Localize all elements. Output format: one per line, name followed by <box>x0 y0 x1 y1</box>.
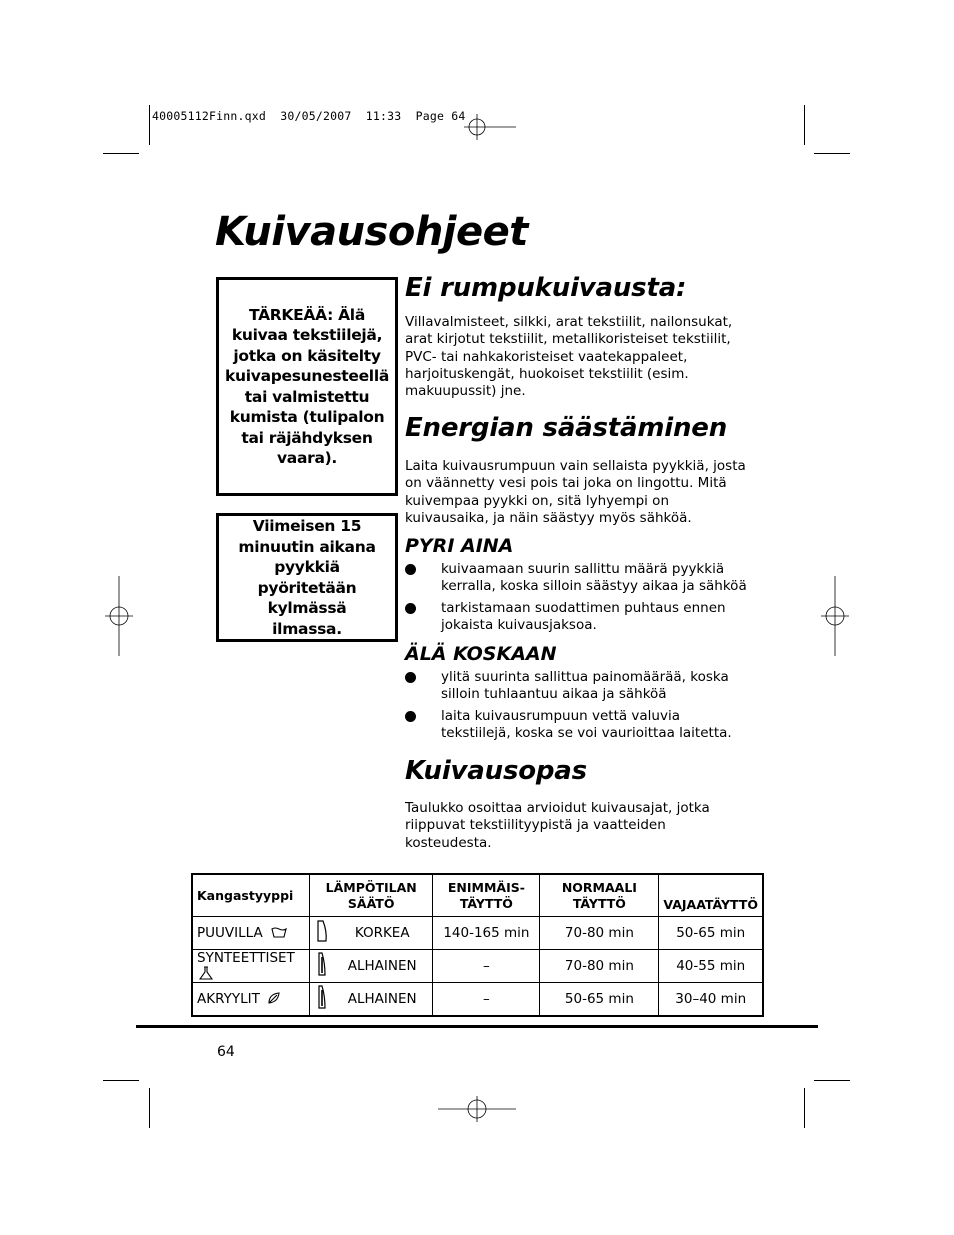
text-line: laita kuivausrumpuun vettä valuvia <box>441 708 681 724</box>
info-box <box>216 513 398 642</box>
crop-mark <box>103 153 139 154</box>
text-line: riippuvat tekstiilityypistä ja vaatteiden <box>405 817 666 834</box>
registration-mark-icon <box>464 114 516 140</box>
temp-cell: ALHAINEN <box>332 983 433 1017</box>
info-line: minuutin aikana <box>238 537 376 556</box>
crop-mark <box>149 105 150 145</box>
normal-cell: 70-80 min <box>540 950 659 983</box>
warning-line: jotka on käsitelty <box>233 346 381 365</box>
heading-energy: Energian säästäminen <box>405 413 728 443</box>
setting-icon-cell <box>310 983 333 1017</box>
warning-line: kumista (tulipalon <box>229 408 385 426</box>
print-slug: 40005112Finn.qxd 30/05/2007 11:33 Page 64 <box>152 109 466 123</box>
crop-mark <box>804 105 805 145</box>
footer-rule <box>136 1025 818 1028</box>
energy-text <box>405 458 750 527</box>
crop-mark <box>804 1088 805 1128</box>
guide-text <box>405 800 750 852</box>
warning-line: vaara). <box>277 449 337 467</box>
max-cell: 140-165 min <box>433 917 540 950</box>
text-line: Laita kuivausrumpuun vain sellaista pyykkiä, josta <box>405 458 746 474</box>
setting-icon-cell <box>310 950 333 983</box>
text-line: harjoituskengät, huokoiset tekstiilit (esim. <box>405 365 689 382</box>
info-line: pyöritetään <box>257 578 357 597</box>
header-temp: LÄMPÖTILAN SÄÄTÖ <box>310 874 433 917</box>
registration-mark-icon <box>105 576 133 656</box>
page-title: Kuivausohjeet <box>215 209 528 255</box>
header-partial: VAJAATÄYTTÖ <box>659 874 763 917</box>
warning-line: kuivapesunesteellä <box>225 367 389 385</box>
text-line: makuupussit) jne. <box>405 383 526 400</box>
heading-guide: Kuivausopas <box>405 756 587 786</box>
warning-line: kuivaa tekstiilejä, <box>231 326 383 344</box>
bullet-icon <box>405 564 416 575</box>
text-line: kosteudesta. <box>405 834 492 851</box>
temp-cell: ALHAINEN <box>332 950 433 983</box>
text-line: tekstiilejä, koska se voi vaurioittaa laitetta. <box>441 725 732 742</box>
header-normal: NORMAALI TÄYTTÖ <box>540 874 659 917</box>
crop-mark <box>814 153 850 154</box>
temp-cell: KORKEA <box>332 917 433 950</box>
warning-line: tai valmistettu <box>244 387 370 406</box>
warning-line: tai räjähdyksen <box>241 428 373 447</box>
crop-mark <box>814 1080 850 1081</box>
partial-cell: 30–40 min <box>659 983 763 1017</box>
warning-box <box>216 277 398 496</box>
table-row <box>192 983 763 1017</box>
heading-always: PYRI AINA <box>405 535 514 557</box>
info-line: Viimeisen 15 <box>252 517 362 535</box>
heading-never: ÄLÄ KOSKAAN <box>405 643 557 665</box>
info-line: kylmässä ilmassa. <box>267 599 347 638</box>
bullet-icon <box>405 672 416 683</box>
heading-no-tumble: Ei rumpukuivausta: <box>405 273 687 303</box>
text-line: silloin tuhlaantuu aikaa ja sähköä <box>441 686 667 703</box>
registration-mark-icon <box>438 1096 516 1122</box>
fabric-cell: AKRYYLIT <box>192 983 310 1017</box>
text-line: kuivempaa pyykki on, sitä lyhyempi on <box>405 492 669 509</box>
fabric-cell: SYNTEETTISET <box>192 950 310 983</box>
text-line: Taulukko osoittaa arvioidut kuivausajat, jotka <box>405 800 710 816</box>
setting-icon-cell <box>310 917 333 950</box>
max-cell: – <box>433 983 540 1017</box>
cotton-tub-icon <box>271 926 287 938</box>
table-header-row <box>192 874 763 917</box>
text-line: jokaista kuivausjaksoa. <box>441 617 597 634</box>
text-line: PVC- tai nahkakoristeiset vaatekappaleet, <box>405 348 688 365</box>
bullet-icon <box>405 711 416 722</box>
synthetic-flask-icon <box>199 966 213 980</box>
normal-cell: 50-65 min <box>540 983 659 1017</box>
text-line: kuivausaika, ja näin säästyy myös sähköä. <box>405 509 692 526</box>
bullet-icon <box>405 603 416 614</box>
partial-cell: 50-65 min <box>659 917 763 950</box>
text-line: ylitä suurinta sallittua painomäärää, koska <box>441 669 729 685</box>
normal-cell: 70-80 min <box>540 917 659 950</box>
header-max: ENIMMÄIS- TÄYTTÖ <box>433 874 540 917</box>
info-line: pyykkiä <box>274 558 340 576</box>
text-line: Villavalmisteet, silkki, arat tekstiilit, nailonsukat, <box>405 314 733 330</box>
text-line: kerralla, koska silloin säästyy aikaa ja sähköä <box>441 578 747 595</box>
dial-full-icon <box>316 919 328 943</box>
drying-table <box>191 873 764 1017</box>
dial-half-icon <box>316 984 328 1010</box>
header-fabric: Kangastyyppi <box>192 874 310 917</box>
partial-cell: 40-55 min <box>659 950 763 983</box>
text-line: on väännetty vesi pois tai joka on lingottu. Mitä <box>405 475 727 492</box>
text-line: kuivaamaan suurin sallittu määrä pyykkiä <box>441 561 725 577</box>
no-tumble-text <box>405 314 750 400</box>
table-row <box>192 950 763 983</box>
crop-mark <box>149 1088 150 1128</box>
max-cell: – <box>433 950 540 983</box>
registration-mark-icon <box>821 576 849 656</box>
table-row <box>192 917 763 950</box>
acrylic-leaf-icon <box>267 991 281 1005</box>
text-line: tarkistamaan suodattimen puhtaus ennen <box>441 600 726 616</box>
fabric-cell: PUUVILLA <box>192 917 310 950</box>
warning-line: TÄRKEÄÄ: Älä <box>249 305 365 324</box>
dial-half-icon <box>316 951 328 977</box>
crop-mark <box>103 1080 139 1081</box>
page-number: 64 <box>217 1044 235 1060</box>
text-line: arat kirjotut tekstiilit, metallikoristeiset tekstiilit, <box>405 331 731 348</box>
